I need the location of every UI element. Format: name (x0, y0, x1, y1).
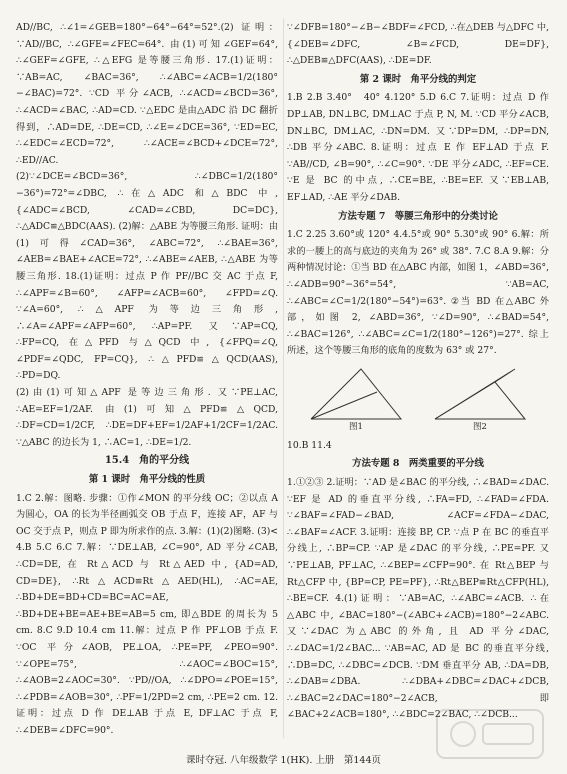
right-paragraph: 1.B 2.B 3.40° 40° 4.120° 5.D 6.C 7.证明：过点 D 作 DP⊥AB, DN⊥BC, DM⊥AC 于点 P, N, M. ∵CD 平分∠ACB, DN⊥BC, DM⊥AC, ∴DN=DM. 又∵DP=DM, ∴DP=DN, ∴DB 平分∠ABC. 8.证明：过点 E 作 EF⊥AD 于点 F. ∵AB//CD, ∠B=90°, ∴∠C=90°. ∵DE 平分∠ADC, ∴EF=CE. ∵E 是 BC 的中点, ∴CE=BE, ∴BE=EF. 又∵EB⊥AB, EF⊥AD, ∴AE 平分∠DAB. (287, 92, 549, 203)
figure-caption: 图2 (473, 422, 487, 433)
figure-caption: 图1 (349, 422, 363, 433)
figure-1 (301, 364, 411, 436)
right-paragraph: ∵∠DFB=180°−∠B−∠BDF=∠FCD, ∴在△DEB 与△DFC 中, {∠DEB=∠DFC, ∠B=∠FCD, DE=DF}, ∴△DEB≌△DFC(AAS), ∴DE=DF. (287, 22, 549, 67)
watermark-logo (435, 704, 545, 764)
column-divider (283, 18, 284, 738)
right-paragraph: 1.①②③ 2.证明：∵AD 是∠BAC 的平分线, ∴∠BAD=∠DAC. ∵EF 是 AD 的垂直平分线, ∴FA=FD, ∴∠FAD=∠FDA. ∵∠BAF=∠FAD−∠BAD, ∠ACF=∠FDA−∠DAC, ∴∠BAF=∠ACF. 3.证明：连接 BP, CP. ∵点 P 在 BC 的垂直平分线上, ∴BP=CP. ∵AP 是∠DAC 的平分线, ∴PE=PF. 又∵PE⊥AB, PF⊥AC, ∴∠BEP=∠CFP=90°. 在 Rt△BEP 与 Rt△CFP 中, {BP=CP, PE=PF}, ∴Rt△BEP≌Rt△CFP(HL), ∴BE=CF. 4.(1)证明：∵AB=AC, ∴∠ABC=∠ACB. ∴在△ABC 中, ∠BAC=180°−(∠ABC+∠ACB)=180°−2∠ABC. 又∵∠DAC 为△ABC 的外角, 且 AD 平分∠DAC, ∴∠DAC=1/2∠BAC... ∵AB=AC, AD 是 BC 的垂直平分线, ∴DB=DC, ∴∠DBC=∠DCB. ∵DM 垂直平分 AB, ∴DA=DB, ∴∠DAB=∠DBA. ∴∠DBA+∠DBC=∠DAC+∠DCB, ∴∠BAC=2∠DAC=180°−2∠ACB, 即∠BAC+2∠ACB=180°, ∴∠BDC=2∠BAC, ∴∠DCB... (287, 477, 549, 721)
lesson-title: 第 2 课时 角平分线的判定 (359, 73, 477, 85)
right-column (287, 20, 549, 724)
figure-2 (425, 364, 535, 436)
section-title: 15.4 角的平分线 (104, 455, 190, 467)
topic-title: 方法专题 8 两类重要的平分线 (352, 458, 484, 470)
page-footer: 课时夺冠. 八年级数学 1(HK). 上册 第144页 (185, 755, 382, 766)
lesson-title: 第 1 课时 角平分线的性质 (88, 474, 206, 486)
left-column (16, 20, 278, 740)
triangle-diagram-1 (301, 364, 411, 424)
right-paragraph: 1.C 2.25 3.60°或 120° 4.4.5°或 90° 5.30°或 90° 6.解：所求的一腰上的高与底边的夹角为 26° 或 38°. 7.C 8.A 9.解：分两种情况讨论：①当 BD 在△ABC 内部，如图 1，∠ABD=36°, ∴∠ADB=90°−36°=54°, ∵AB=AC, ∴∠ABC=∠C=1/2(180°−54°)=63°. ②当 BD 在△ABC 外部，如图 2, ∠ABD=36°, ∵∠D=90°, ∴∠BAD=54°, ∴∠BAC=126°, ∴∠ABC=∠C=1/2(180°−126°)=27°. 综上所述，这个等腰三角形的底角的度数为 63° 或 27°. (287, 229, 549, 357)
right-paragraph: 10.B 11.4 (287, 439, 332, 451)
figures-row (287, 364, 549, 436)
left-paragraph: 1.C 2.解：图略. 步骤：①作∠MON 的平分线 OC；②以点 A 为圆心，OA 的长为半径画弧交 OB 于点 F，连接 AF，AF 与 OC 交于点 P，则点 P 即为所求作的点. 3.解：(1)(2)图略. (3)< 4.B 5.C 6.C 7.解：∵DE⊥AB, ∠C=90°, AD 平分∠CAB, ∴CD=DE, 在 Rt△ACD 与 Rt△AED 中, {AD=AD, CD=DE}, ∴Rt△ACD≌Rt△AED(HL), ∴AC=AE, ∴BD+DE=BD+CD=BC=AC=AE, ∴BD+DE+BE=AE+BE=AB=5 cm, 即△BDE 的周长为 5 cm. 8.C 9.D 10.4 cm 11.解：过点 P 作 PF⊥OB 于点 F. ∵OC 平分∠AOB, PE⊥OA, ∴PE=PF, ∠PEO=90°. ∵∠OPE=75°, ∴∠AOC=∠BOC=15°, ∴∠AOB=2∠AOC=30°. ∵PD//OA, ∴∠DPO=∠POE=15°, ∴∠PDB=∠AOB=30°, ∴PF=1/2PD=2 cm, ∴PE=2 cm. 12.证明：过点 D 作 DE⊥AB 于点 E, DF⊥AC 于点 F, ∴∠DEB=∠DFC=90°. (16, 492, 278, 736)
left-paragraph: (2)∵∠DCE=∠BCD=36°, ∴∠DBC=1/2(180°−36°)=72°=∠DBC, ∴在△ADC 和△BDC 中, {∠ADC=∠BCD, ∠CAD=∠CBD, DC=DC}, ∴△ADC≌△BDC(AAS). (2)解：△ABE 为等腰三角形. 证明：由(1)可得∠CAD=36°, ∠ABC=72°, ∴∠BAE=36°, ∠AEB=∠BAE+∠ACE=72°, ∴∠ABE=∠AEB, ∴△ABE 为等腰三角形. 18.(1)证明：过点 P 作 PF//BC 交 AC 于点 F, ∴∠APF=∠B=60°, ∠AFP=∠ACB=60°, ∠FPD=∠Q. ∵∠A=60°, ∴△APF 为等边三角形, ∴∠A=∠APF=∠AFP=60°, ∴AP=PF. 又∵AP=CQ, ∴FP=CQ, 在△PFD 与△QCD 中, {∠FPQ=∠Q, ∠PDF=∠QDC, FP=CQ}, ∴△PFD≌△QCD(AAS), ∴PD=DQ. (16, 171, 278, 382)
topic-title: 方法专题 7 等腰三角形中的分类讨论 (338, 210, 498, 222)
left-paragraph: (2)由(1)可知△APF 是等边三角形. 又∵PE⊥AC, ∴AE=EF=1/2AF. 由(1)可知△PFD≌△QCD, ∴DF=CD=1/2CF, ∴DE=DF+EF=1/2AF+1/2CF=1/2AC. ∵△ABC 的边长为 1, ∴AC=1, ∴DE=1/2. (16, 387, 278, 448)
left-paragraph: AD//BC, ∴∠1=∠GEB=180°−64°−64°=52°.(2) 证明：∵AD//BC, ∴∠GFE=∠FEC=64°. 由(1)可知∠GEF=64°, ∴∠GEF=∠GFE, ∴△EFG 是等腰三角形. 17.(1)证明：∵AB=AC, ∠BAC=36°, ∴∠ABC=∠ACB=1/2(180°−∠BAC)=72°. ∵CD 平分∠ACB, ∴∠ACD=∠BCD=36°, ∴∠ACD=∠BAC, ∴AD=CD. ∵△EDC 是由△ADC 沿 DC 翻折得到，∴AD=DE, ∴DE=CD, ∴∠E=∠DCE=36°, ∵ED=EC, ∴∠EDC=∠ECD=72°, ∴∠ACE=∠BCD+∠DCE=72°, ∴ED//AC. (16, 22, 278, 166)
triangle-diagram-2 (425, 364, 535, 424)
